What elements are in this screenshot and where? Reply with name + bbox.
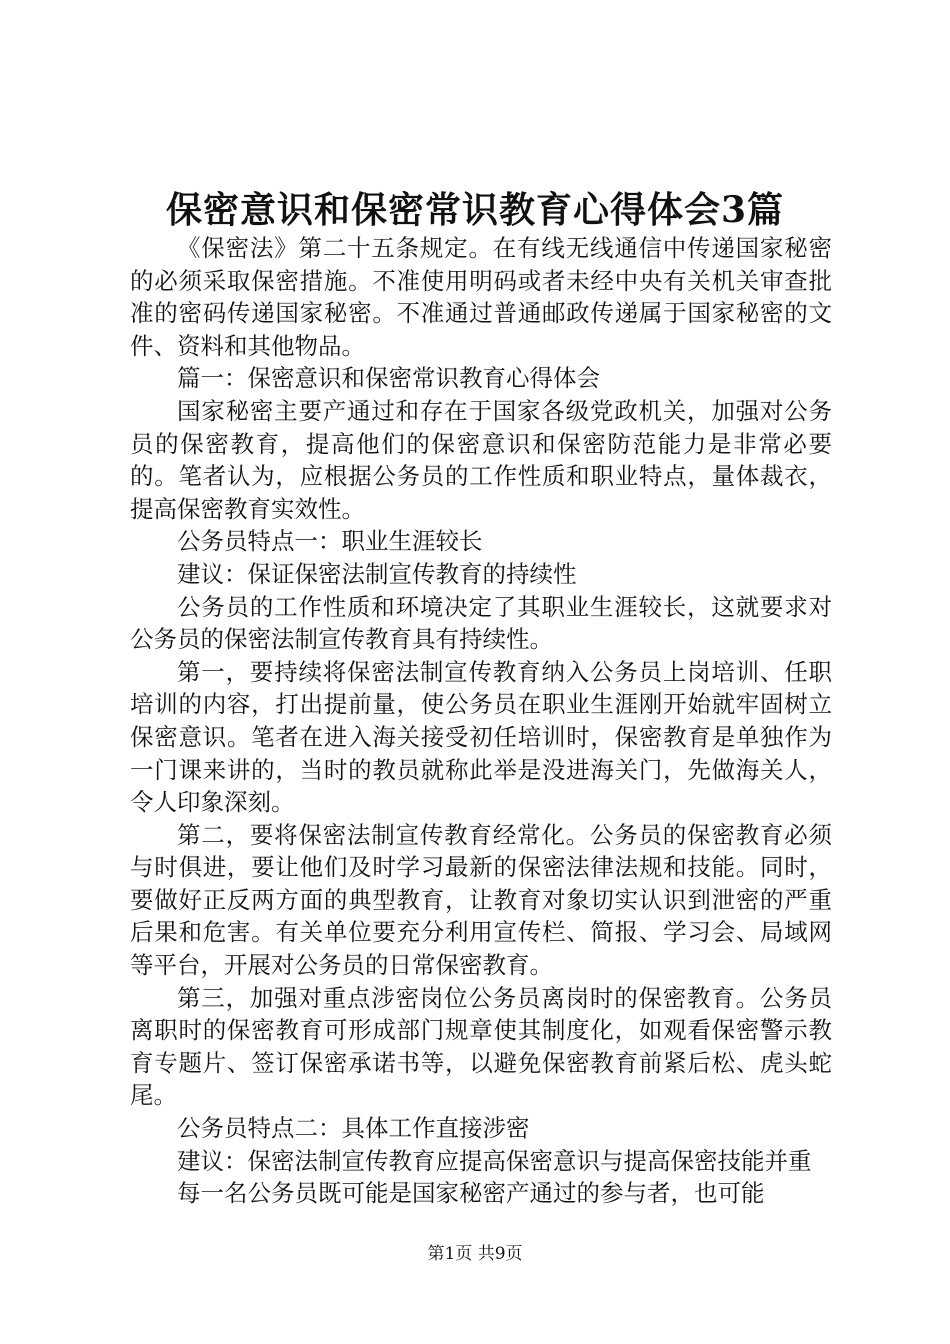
paragraph: 国家秘密主要产通过和存在于国家各级党政机关，加强对公务员的保密教育，提高他们的保密意识和保密防范能力是非常必要的。笔者认为，应根据公务员的工作性质和职业特点，量体裁衣，提高保密教育实效性。 xyxy=(130,396,832,523)
paragraph: 第二，要将保密法制宣传教育经常化。公务员的保密教育必须与时俱进，要让他们及时学习最新的保密法律法规和技能。同时，要做好正反两方面的典型教育，让教育对象切实认识到泄密的严重后果和危害。有关单位要充分利用宣传栏、简报、学习会、局域网等平台，开展对公务员的日常保密教育。 xyxy=(130,820,832,980)
page-footer: 第1页 共9页 xyxy=(427,1244,523,1264)
document-title: 保密意识和保密常识教育心得体会3篇 xyxy=(165,189,785,231)
paragraph: 第三，加强对重点涉密岗位公务员离岗时的保密教育。公务员离职时的保密教育可形成部门规章使其制度化，如观看保密警示教育专题片、签订保密承诺书等，以避免保密教育前紧后松、虎头蛇尾。 xyxy=(130,983,832,1110)
subheading: 建议：保密法制宣传教育应提高保密意识与提高保密技能并重 xyxy=(177,1146,812,1175)
section-heading: 篇一：保密意识和保密常识教育心得体会 xyxy=(177,364,600,393)
paragraph: 公务员的工作性质和环境决定了其职业生涯较长，这就要求对公务员的保密法制宣传教育具有持续性。 xyxy=(130,592,832,654)
subheading: 建议：保证保密法制宣传教育的持续性 xyxy=(177,559,577,588)
document-body xyxy=(130,232,832,1210)
subheading: 公务员特点二：具体工作直接涉密 xyxy=(177,1114,530,1143)
paragraph: 第一，要持续将保密法制宣传教育纳入公务员上岗培训、任职培训的内容，打出提前量，使公务员在职业生涯刚开始就牢固树立保密意识。笔者在进入海关接受初任培训时，保密教育是单独作为一门课来讲的，当时的教员就称此举是没进海关门，先做海关人，令人印象深刻。 xyxy=(130,657,832,817)
subheading: 公务员特点一：职业生涯较长 xyxy=(177,527,483,556)
paragraph: 《保密法》第二十五条规定。在有线无线通信中传递国家秘密的必须采取保密措施。不准使用明码或者未经中央有关机关审查批准的密码传递国家秘密。不准通过普通邮政传递属于国家秘密的文件、资料和其他物品。 xyxy=(130,234,832,360)
paragraph: 每一名公务员既可能是国家秘密产通过的参与者，也可能 xyxy=(177,1179,765,1208)
